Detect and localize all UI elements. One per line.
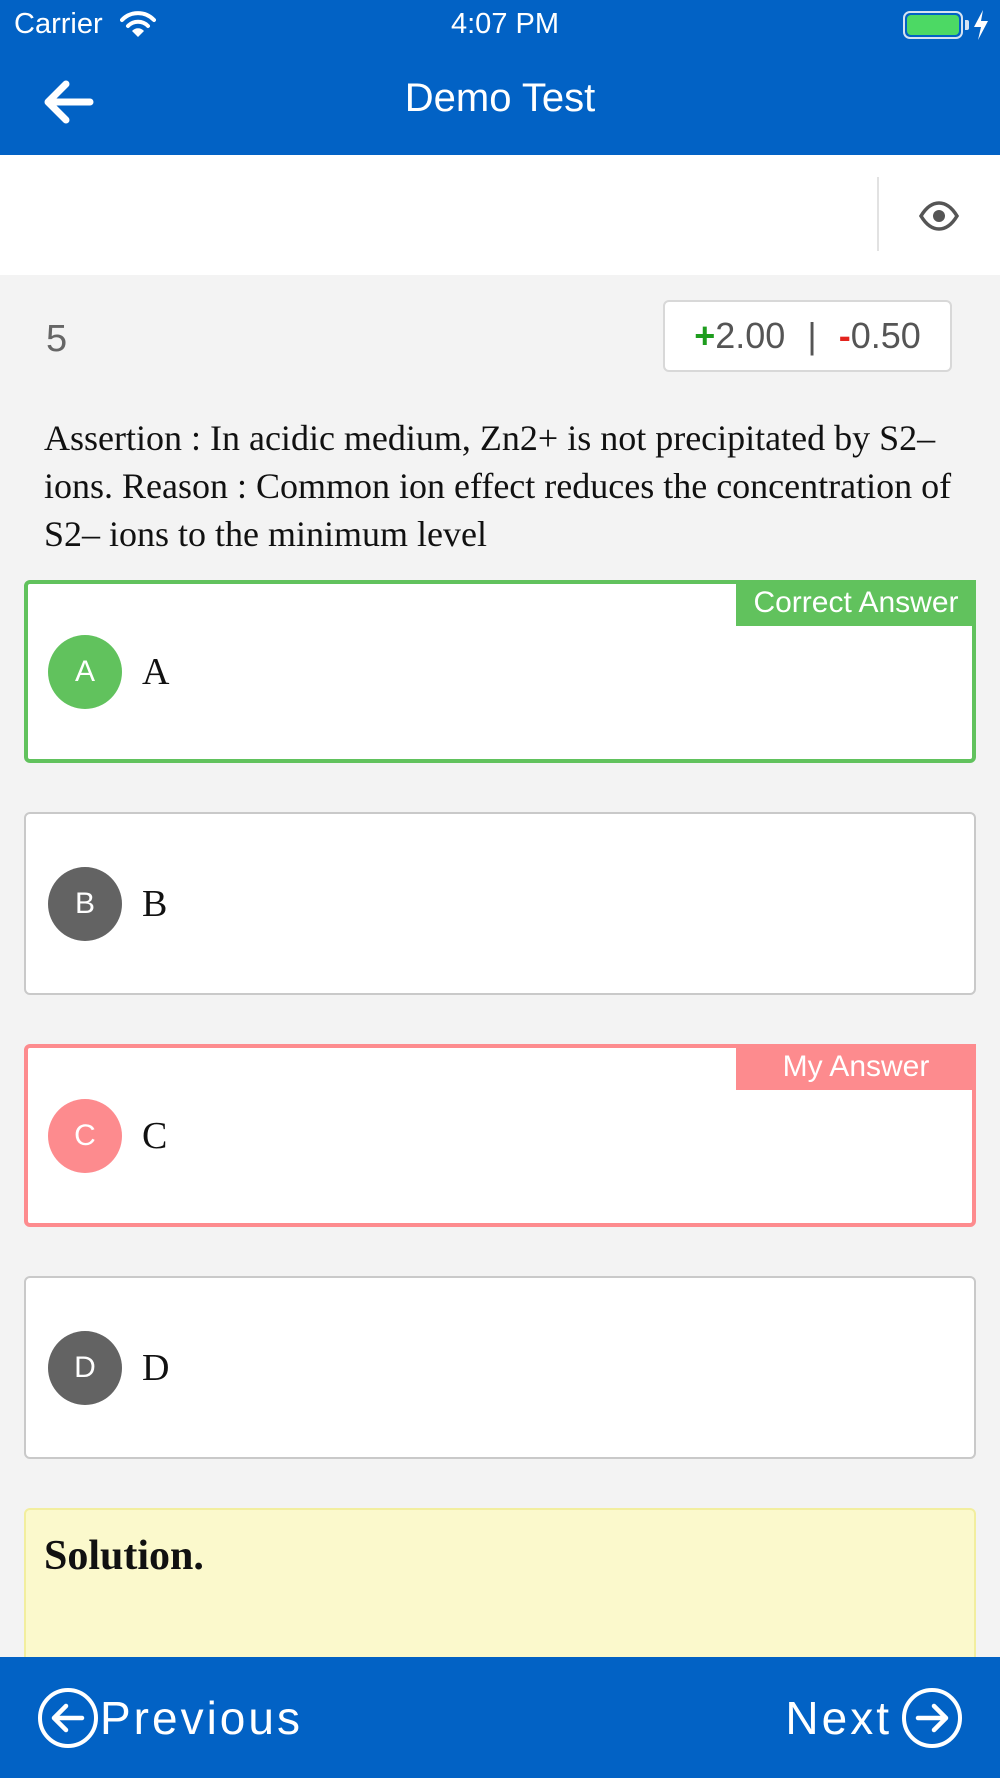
battery-cap <box>965 20 969 30</box>
option-letter-a: A <box>48 635 122 709</box>
positive-sign: + <box>694 315 716 356</box>
status-time: 4:07 PM <box>451 8 559 40</box>
question-toolbar <box>0 155 1000 275</box>
previous-label: Previous <box>100 1692 303 1744</box>
negative-sign: - <box>838 315 851 356</box>
battery-icon <box>903 11 963 39</box>
carrier-label: Carrier <box>14 8 103 40</box>
status-bar <box>0 0 1000 50</box>
option-b[interactable] <box>24 812 976 995</box>
option-text-a: A <box>142 650 170 693</box>
option-letter-b: B <box>48 867 122 941</box>
arrow-circle-right-icon <box>900 1686 964 1750</box>
charging-bolt-icon <box>972 9 990 41</box>
my-answer-tag: My Answer <box>736 1044 976 1090</box>
page-title: Demo Test <box>404 76 596 120</box>
next-label: Next <box>785 1692 892 1744</box>
option-c[interactable] <box>24 1044 976 1227</box>
next-button[interactable] <box>785 1685 964 1751</box>
option-d[interactable] <box>24 1276 976 1459</box>
option-text-c: C <box>142 1114 168 1157</box>
toolbar-divider <box>877 177 879 251</box>
marks-separator: | <box>807 315 817 356</box>
app-header <box>0 0 1000 155</box>
option-text-d: D <box>142 1346 170 1389</box>
positive-marks: 2.00 <box>715 315 786 356</box>
option-text-b: B <box>142 882 168 925</box>
previous-button[interactable] <box>36 1685 303 1751</box>
solution-title: Solution. <box>44 1533 204 1579</box>
marks-badge <box>663 300 952 372</box>
option-letter-c: C <box>48 1099 122 1173</box>
option-letter-d: D <box>48 1331 122 1405</box>
view-toggle-button[interactable] <box>918 196 960 236</box>
arrow-circle-left-icon <box>36 1686 100 1750</box>
question-number: 5 <box>46 318 68 360</box>
question-text: Assertion : In acidic medium, Zn2+ is not precipitated by S2– ions. Reason : Common ion effect reduces the concentration of S2– ions to the minimum level <box>44 418 952 554</box>
negative-marks: 0.50 <box>850 315 921 356</box>
eye-icon <box>919 201 959 231</box>
bottom-nav <box>0 1657 1000 1778</box>
correct-answer-tag: Correct Answer <box>736 580 976 626</box>
option-a[interactable] <box>24 580 976 763</box>
